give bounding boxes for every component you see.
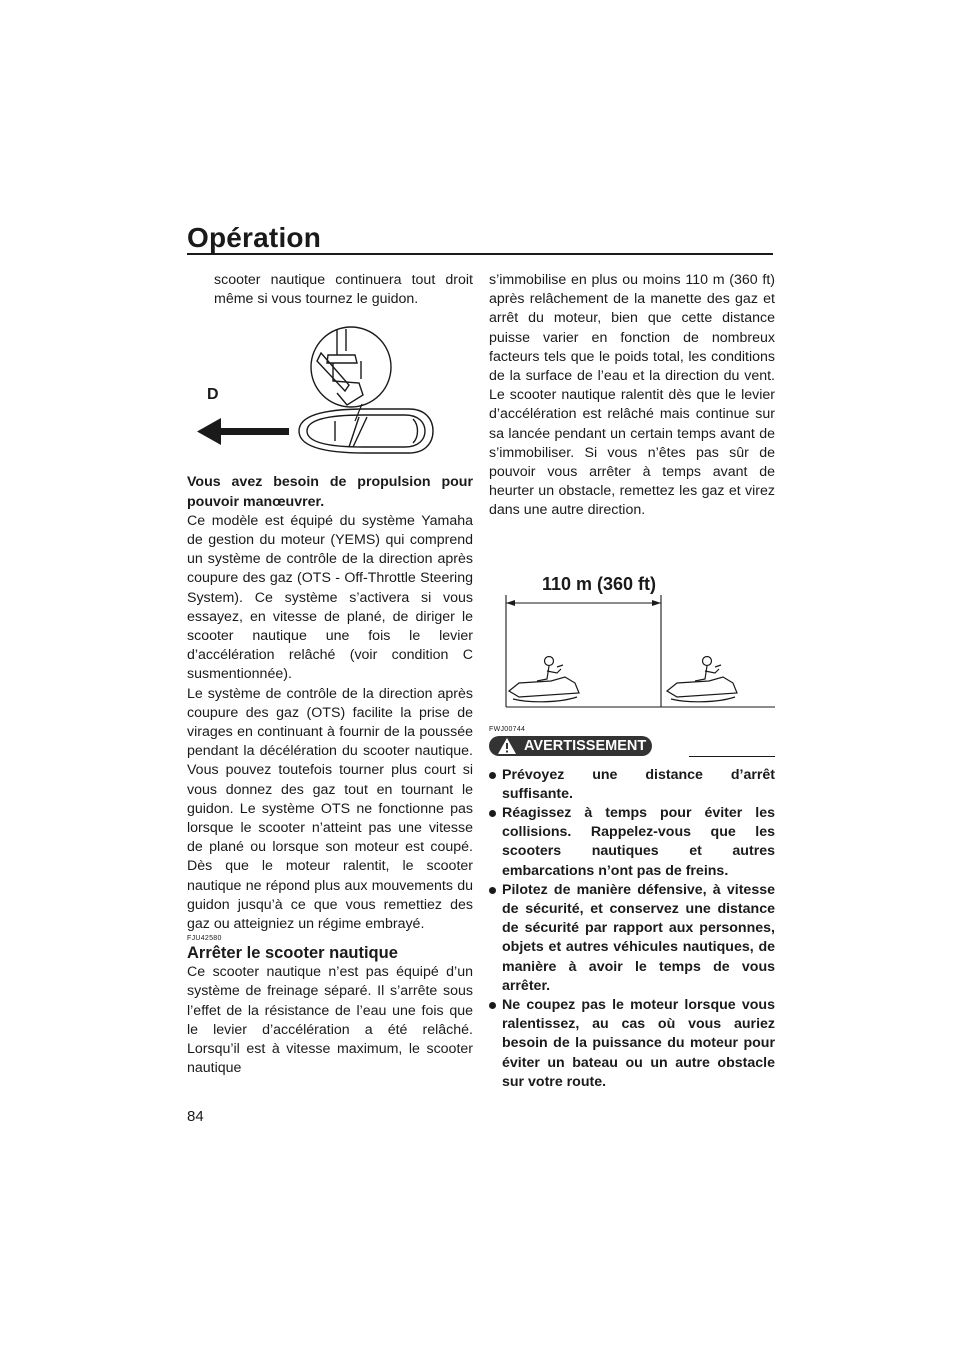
warning-badge	[489, 736, 652, 756]
warning-item	[489, 996, 775, 1092]
warning-rule	[689, 756, 775, 758]
warning-list	[489, 766, 775, 1092]
jetski-stop-icon	[667, 656, 737, 701]
handlebar-steering-figure	[187, 321, 473, 461]
handlebar-detail-circle	[311, 327, 391, 407]
warning-triangle-icon	[497, 737, 517, 755]
page-title: Opération	[187, 222, 322, 253]
propulsion-heading: Vous avez besoin de propulsion pour pouvoir manœuvrer.	[187, 474, 473, 510]
warning-item-text: Réagissez à temps pour éviter les collisions. Rappelez-vous que les scooters nautiques et autres embarcations n’ont pas de freins.	[502, 805, 775, 879]
stopping-distance-figure	[489, 561, 775, 711]
stopping-paragraph-continued: s’immobilise en plus ou moins 110 m (360 ft) après relâchement de la manette des gaz et arrêt du moteur, bien que cette distance puisse varier en fonction de nombreux facteurs tels que le poids total, les conditions de la surface de l’eau et la direction du vent. Le scooter nautique ralentit dès que le levier d’accélération est relâché mais continue sur sa lancée pendant un certain temps avant de s’immobiliser. Si vous n’êtes pas sûr de pouvoir vous arrêter à temps avant de heurter un obstacle, remettez les gaz et virez dans une autre direction.	[489, 272, 775, 519]
bullet-icon	[489, 887, 496, 894]
warning-item-text: Pilotez de manière défensive, à vitesse de sécurité, et conservez une distance de sécurité par rapport aux personnes, objets et autres véhicules nautiques, de manière à avoir le temps de vous arrêter.	[502, 881, 775, 994]
page-number: 84	[187, 1108, 204, 1125]
jetski-start-icon	[509, 656, 579, 701]
direction-label: D	[207, 386, 219, 404]
distance-label: 110 m (360 ft)	[541, 573, 657, 594]
left-column	[187, 271, 473, 1079]
watercraft-top-view	[299, 409, 433, 453]
ots-paragraph: Le système de contrôle de la direction après coupure des gaz (OTS) facilite la prise de virages en continuant à fournir de la poussée pendant la décélération du scooter nautique. Vous pouvez toutefois tourner plus court si vous donnez des gaz tout en tournant le guidon. Le système OTS ne fonctionne pas lorsque le scooter n’atteint pas une vitesse de plané ou lorsque son moteur est coupé. Dès que le moteur ralentit, le scooter nautique ne répond plus aux mouvements du guidon jusqu’à ce que vous remettiez des gaz ou atteigniez un régime embrayé.	[187, 685, 473, 933]
warning-header	[489, 736, 775, 758]
warning-label: AVERTISSEMENT	[524, 737, 647, 754]
direction-arrow	[197, 418, 289, 445]
warning-item-text: Prévoyez une distance d’arrêt suffisante.	[502, 766, 775, 802]
header-rule	[187, 253, 773, 255]
section-heading: Arrêter le scooter nautique	[187, 944, 398, 963]
right-column	[489, 271, 775, 1092]
warning-item	[489, 804, 775, 881]
bullet-icon	[489, 772, 496, 779]
bullet-icon	[489, 810, 496, 817]
warning-code: FWJ00744	[489, 725, 526, 733]
warning-item	[489, 881, 775, 996]
intro-text: scooter nautique continuera tout droit même si vous tournez le guidon.	[214, 272, 473, 308]
warning-item-text: Ne coupez pas le moteur lorsque vous ralentissez, au cas où vous auriez besoin de la puissance du moteur pour éviter un bateau ou un autre obstacle sur votre route.	[502, 997, 775, 1090]
yems-paragraph: Ce modèle est équipé du système Yamaha de gestion du moteur (YEMS) qui comprend un système de contrôle de la direction après coupure des gaz (OTS - Off-Throttle Steering System). Ce système s’activera si vous essayez, en vitesse de plané, de diriger le scooter nautique une fois le levier d’accélération relâché (voir condition C susmentionnée).	[187, 512, 473, 683]
stopping-paragraph: Ce scooter nautique n’est pas équipé d’un système de freinage séparé. Il s’arrête sous l’effet de la résistance de l’eau une fois que le levier d’accélération a été relâché. Lorsqu’il est à vitesse maximum, le scooter nautique	[187, 964, 473, 1077]
bullet-icon	[489, 1002, 496, 1009]
section-code: FJU42580	[187, 935, 222, 943]
warning-item	[489, 766, 775, 804]
